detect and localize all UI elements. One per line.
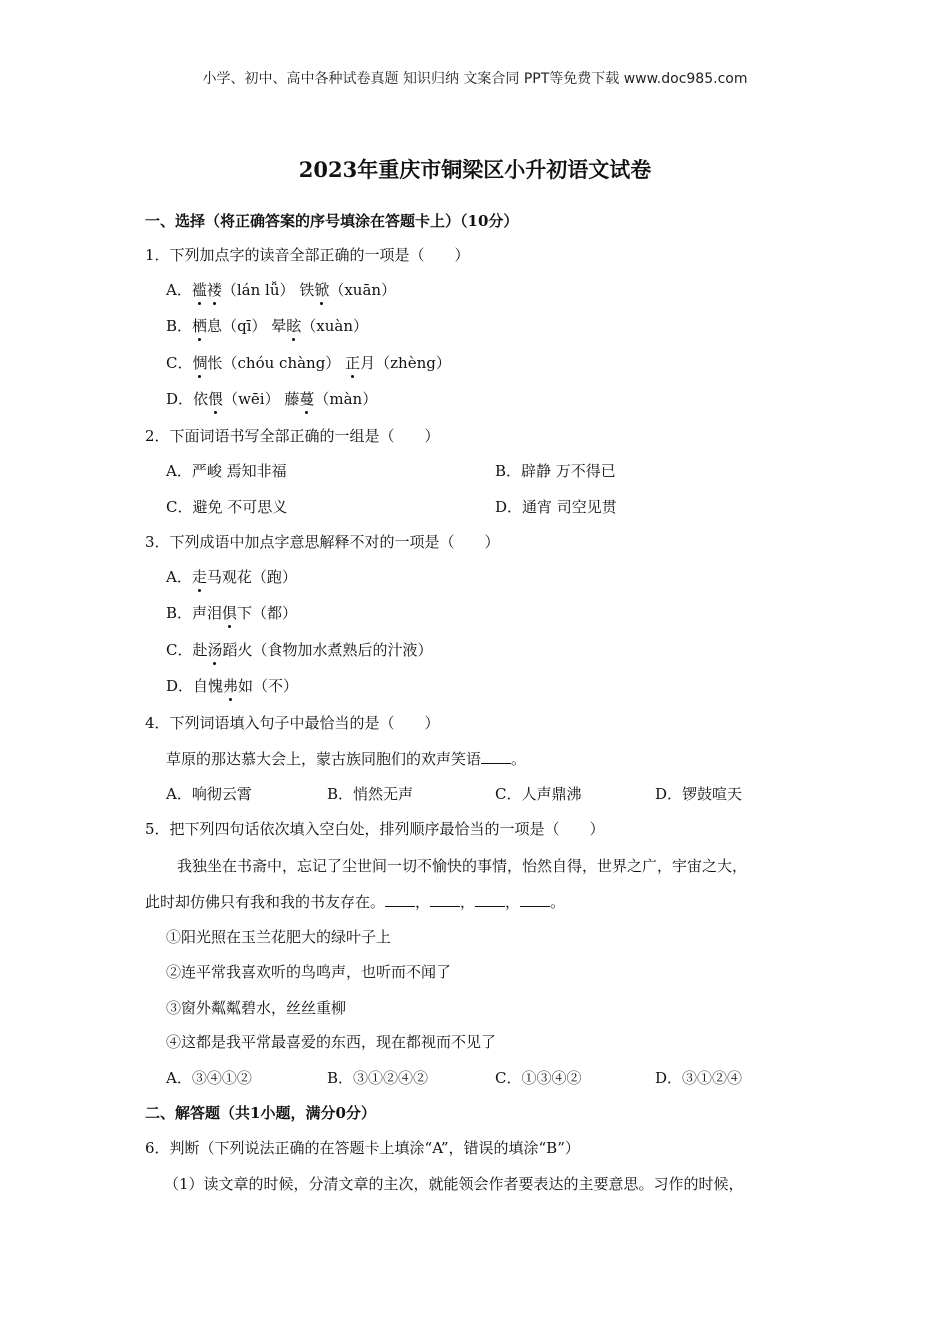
q1-stem: 1．下列加点字的读音全部正确的一项是（ ） [145,246,470,264]
q5-option-a: A．③④①② [166,1069,252,1087]
q6-item-1: （1）读文章的时候，分清文章的主次，就能领会作者要表达的主要意思。习作的时候， [164,1175,744,1193]
q2-stem: 2．下面词语书写全部正确的一组是（ ） [145,427,440,445]
q2-option-c: C．避免 不可思义 [166,498,288,516]
q3-option-b: B．声泪俱下（都） [166,604,298,622]
q5-option-c: C．①③④② [495,1069,582,1087]
q6-stem: 6．判断（下列说法正确的在答题卡上填涂“A”，错误的填涂“B”） [145,1139,580,1157]
q2-option-a: A．严峻 焉知非福 [166,462,287,480]
q3-option-a: A．走马观花（跑） [166,568,297,586]
q2-option-d: D．通宵 司空见贯 [495,498,617,516]
q5-sentence-3: ③窗外粼粼碧水，丝丝重柳 [166,999,347,1017]
q4-stem: 4．下列词语填入句子中最恰当的是（ ） [145,714,440,732]
q5-option-d: D．③①②④ [655,1069,743,1087]
q4-option-a: A．响彻云霄 [166,785,252,803]
q5-paragraph-line2: 此时却仿佛只有我和我的书友存在。 ， ， ， 。 [145,893,566,911]
q1-option-c: C．惆怅（chóu chàng） 正月（zhèng） [166,354,451,372]
q4-blank [481,749,511,764]
q4-option-c: C．人声鼎沸 [495,785,582,803]
q3-stem: 3．下列成语中加点字意思解释不对的一项是（ ） [145,533,500,551]
q4-option-b: B．悄然无声 [327,785,414,803]
q2-option-b: B．辟静 万不得已 [495,462,616,480]
section1-heading: 一、选择（将正确答案的序号填涂在答题卡上）（10分） [145,212,519,230]
section2-heading: 二、解答题（共1小题，满分0分） [145,1104,376,1122]
q4-option-d: D．锣鼓喧天 [655,785,743,803]
exam-title: 2023年重庆市铜梁区小升初语文试卷 [298,157,652,182]
q1-option-a: A．褴褛（lán lǚ） 铁锨（xuān） [166,281,397,299]
q5-stem: 5．把下列四句话依次填入空白处，排列顺序最恰当的一项是（ ） [145,820,605,838]
q5-paragraph-line1: 我独坐在书斋中，忘记了尘世间一切不愉快的事情，怡然自得，世界之广，宇宙之大， [177,857,748,875]
q3-option-c: C．赴汤蹈火（食物加水煮熟后的汁液） [166,641,433,659]
q5-sentence-4: ④这都是我平常最喜爱的东西，现在都视而不见了 [166,1033,497,1051]
q5-sentence-2: ②连平常我喜欢听的鸟鸣声，也听而不闻了 [166,963,452,981]
q5-sentence-1: ①阳光照在玉兰花肥大的绿叶子上 [166,928,392,946]
site-header: 小学、初中、高中各种试卷真题 知识归纳 文案合同 PPT等免费下载 www.doc985.com [202,71,748,87]
q1-option-b: B．栖息（qī） 晕眩（xuàn） [166,317,369,335]
q1-option-d: D．依偎（wēi） 藤蔓（màn） [166,390,378,408]
q4-sentence: 草原的那达慕大会上，蒙古族同胞们的欢声笑语 。 [166,750,527,768]
q5-option-b: B．③①②④② [327,1069,429,1087]
q3-option-d: D．自愧弗如（不） [166,677,299,695]
